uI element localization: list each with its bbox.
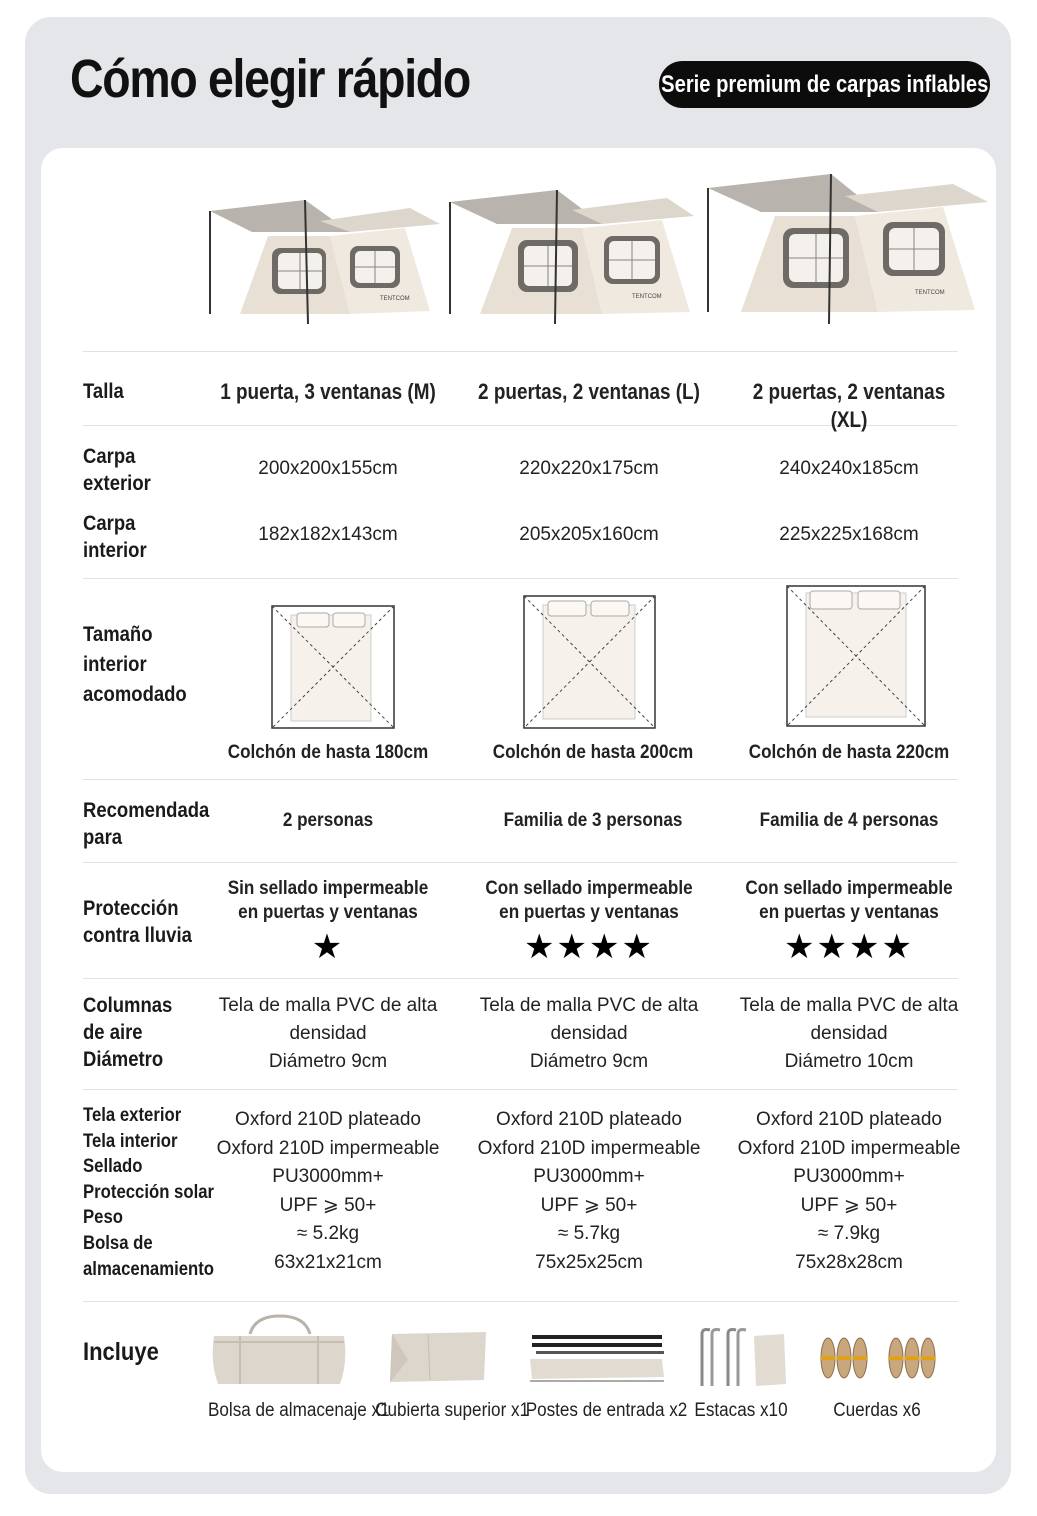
top-cover-icon: [388, 1330, 490, 1386]
divider: [83, 862, 958, 863]
include-ropes-label: Cuerdas x6: [833, 1400, 921, 1421]
tent-m-logo: TENTCOM: [380, 296, 410, 302]
size-label: Talla: [83, 380, 124, 403]
rain-protection-label: Protección contra lluvia: [83, 897, 192, 947]
rain-rating-l: ★★★★: [524, 928, 654, 966]
include-stakes-label: Estacas x10: [694, 1400, 788, 1421]
size-l: 2 puertas, 2 ventanas (L): [478, 379, 700, 404]
stakes-icon: [694, 1326, 788, 1388]
outer-m: 200x200x155cm: [258, 458, 398, 479]
storage-bag-icon: [210, 1314, 348, 1392]
size-m: 1 puerta, 3 ventanas (M): [220, 379, 436, 404]
size-xl: 2 puertas, 2 ventanas (XL): [752, 379, 946, 432]
inner-m: 182x182x143cm: [258, 524, 398, 545]
recommended-l: Familia de 3 personas: [503, 810, 683, 831]
tent-l-logo: TENTCOM: [632, 294, 662, 300]
divider: [83, 1301, 958, 1302]
outer-tent-label: Carpa exterior: [83, 445, 151, 495]
rain-xl: Con sellado impermeable en puertas y ventanas: [745, 878, 953, 923]
rain-rating-m: ★: [311, 928, 345, 966]
columns-l: Tela de malla PVC de alta densidad Diámetro 9cm: [479, 995, 699, 1072]
fit-l: Colchón de hasta 200cm: [492, 742, 694, 763]
recommended-label: Recomendada para: [83, 799, 210, 849]
inner-l: 205x205x160cm: [519, 524, 659, 545]
specs-xl: Oxford 210D plateado Oxford 210D impermeable PU3000mm+ UPF ⩾ 50+ ≈ 7.9kg 75x28x28cm: [737, 1109, 961, 1273]
divider: [83, 578, 958, 579]
inner-xl: 225x225x168cm: [779, 524, 919, 545]
includes-label: Incluye: [83, 1338, 159, 1366]
divider: [83, 779, 958, 780]
columns-m: Tela de malla PVC de alta densidad Diámetro 9cm: [218, 995, 438, 1072]
specs-label: Tela exterior Tela interior Sellado Protección solar Peso Bolsa de almacenamiento: [83, 1105, 215, 1280]
outer-l: 220x220x175cm: [519, 458, 659, 479]
tent-l-image: [442, 186, 707, 326]
series-badge: [659, 61, 990, 108]
include-storage-bag-label: Bolsa de almacenaje x1: [208, 1400, 390, 1421]
recommended-m: 2 personas: [282, 810, 374, 831]
specs-m: Oxford 210D plateado Oxford 210D impermeable PU3000mm+ UPF ⩾ 50+ ≈ 5.2kg 63x21x21cm: [216, 1109, 440, 1273]
include-entrance-poles-label: Postes de entrada x2: [525, 1400, 688, 1421]
entrance-poles-icon: [528, 1333, 668, 1387]
rain-m: Sin sellado impermeable en puertas y ventanas: [227, 878, 429, 923]
series-badge-label: Serie premium de carpas inflables: [660, 70, 989, 98]
specs-l: Oxford 210D plateado Oxford 210D impermeable PU3000mm+ UPF ⩾ 50+ ≈ 5.7kg 75x25x25cm: [477, 1109, 701, 1273]
floorplan-m: [271, 605, 395, 729]
fit-m: Colchón de hasta 180cm: [227, 742, 429, 763]
ropes-icon: [818, 1334, 944, 1382]
tent-m-image: [200, 196, 470, 326]
tent-xl-logo: TENTCOM: [915, 290, 945, 296]
divider: [83, 351, 958, 352]
divider: [83, 978, 958, 979]
outer-xl: 240x240x185cm: [779, 458, 919, 479]
floorplan-xl: [786, 585, 926, 727]
recommended-xl: Familia de 4 personas: [759, 810, 939, 831]
tent-xl-image: [703, 170, 995, 326]
divider: [83, 1089, 958, 1090]
floorplan-l: [523, 595, 656, 729]
page-title: Cómo elegir rápido: [70, 49, 470, 109]
include-top-cover-label: Cubierta superior x1: [375, 1400, 530, 1421]
columns-xl: Tela de malla PVC de alta densidad Diámetro 10cm: [739, 995, 959, 1072]
air-columns-label: Columnas de aire Diámetro: [83, 994, 173, 1071]
fit-xl: Colchón de hasta 220cm: [748, 742, 950, 763]
inner-tent-label: Carpa interior: [83, 512, 147, 562]
rain-l: Con sellado impermeable en puertas y ventanas: [485, 878, 693, 923]
interior-fit-label: Tamaño interior acomodado: [83, 623, 187, 706]
rain-rating-xl: ★★★★: [784, 928, 914, 966]
